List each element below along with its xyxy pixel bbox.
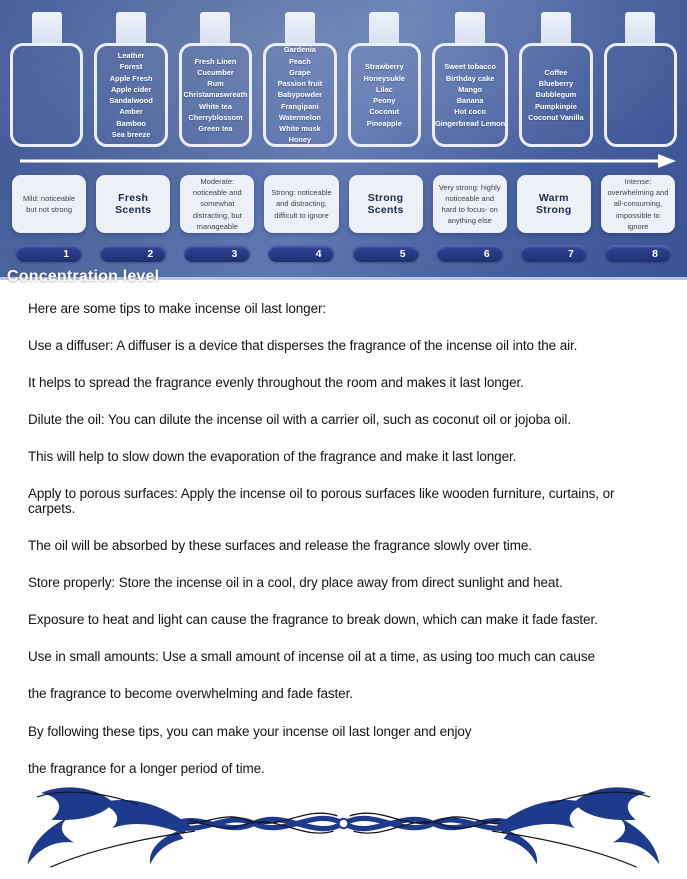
bottle-cap-icon <box>200 12 230 45</box>
scent-name: Coconut Vanilla <box>528 112 584 122</box>
concentration-level-caption: Concentration level <box>7 268 160 285</box>
scent-bottle <box>348 12 421 147</box>
level-description-card <box>601 175 675 233</box>
scent-name: Pumpkinpie <box>534 101 577 111</box>
scent-name: Hot coco <box>454 107 486 117</box>
tip-line: This will help to slow down the evaporation of the fragrance and make it last longer. <box>28 449 517 465</box>
bottle-cap-icon <box>32 12 62 45</box>
scent-name: Honey <box>288 135 312 145</box>
scent-name: Cucumber <box>197 67 234 77</box>
scent-concentration-banner <box>0 0 687 285</box>
tip-line: The oil will be absorbed by these surfaces and release the fragrance slowly over time. <box>28 538 532 554</box>
bottle-body <box>604 43 677 147</box>
level-number: 5 <box>399 247 406 260</box>
scent-name: Watermelon <box>278 112 321 122</box>
scent-name: Babypowder <box>277 90 323 100</box>
level-number: 3 <box>231 247 238 260</box>
scent-name: Leather <box>117 51 145 60</box>
level-number-slot <box>264 245 338 262</box>
level-description-card <box>12 175 86 233</box>
scent-name: Blueberry <box>538 79 574 89</box>
scent-bottle <box>432 12 508 147</box>
scent-name: Sea breeze <box>111 129 151 139</box>
tip-line: Dilute the oil: You can dilute the incense oil with a carrier oil, such as coconut oil or jojoba oil. <box>28 412 571 428</box>
right-arrow-icon <box>0 152 687 170</box>
scent-name: Fresh Linen <box>194 56 237 66</box>
level-number-pill <box>353 245 419 262</box>
scent-bottle <box>263 12 336 147</box>
scent-name: Rum <box>207 79 224 89</box>
level-number-slot <box>349 245 423 262</box>
scent-name: Apple Fresh <box>109 73 153 83</box>
bottle-cap-icon <box>369 12 399 45</box>
level-number: 4 <box>315 247 322 260</box>
level-numbers-row <box>0 245 687 262</box>
scent-name: Amber <box>119 107 143 117</box>
level-number-pill <box>184 245 250 262</box>
tip-line: It helps to spread the fragrance evenly throughout the room and makes it last longer. <box>28 375 524 391</box>
level-number: 8 <box>652 247 658 260</box>
bottle-body <box>348 43 421 147</box>
bottle-body <box>263 43 336 147</box>
tip-line: the fragrance for a longer period of time. <box>28 760 265 776</box>
scent-name: Grape <box>289 67 311 77</box>
scent-bottle <box>519 12 592 147</box>
scent-name: Coffee <box>544 67 568 77</box>
level-label: Very strong: highly noticeable and hard to focus- on anything else <box>438 182 501 226</box>
scent-name: Lilac <box>375 84 393 94</box>
scent-name: Sandalwood <box>109 96 153 105</box>
level-number-slot <box>96 245 170 262</box>
tips-section <box>0 280 687 776</box>
scent-name: Strawberry <box>364 62 404 72</box>
level-label: Fresh Scents <box>115 192 152 216</box>
level-label: Intense: overwhelming and all-consuming, impossible to ignore <box>607 176 669 231</box>
scent-name: Mango <box>458 84 482 94</box>
level-number: 1 <box>63 247 70 260</box>
scent-name: Peach <box>288 56 311 66</box>
scent-name: Peony <box>373 96 396 105</box>
bottle-body <box>179 43 252 147</box>
scent-name: Passion fruit <box>277 79 323 89</box>
level-label: Strong: noticeable and distracting, difficult to ignore <box>271 188 332 220</box>
level-number: 2 <box>147 247 154 260</box>
level-description-card <box>349 175 423 233</box>
level-description-card <box>264 175 338 233</box>
scent-bottle <box>179 12 252 147</box>
tip-line: Exposure to heat and light can cause the fragrance to break down, which can make it fade faster. <box>28 612 598 628</box>
scent-bottle <box>10 12 83 147</box>
level-number-slot <box>433 245 507 262</box>
level-description-card <box>96 175 170 233</box>
level-number-slot <box>180 245 254 262</box>
level-number: 6 <box>483 247 490 260</box>
level-label: Strong Scents <box>367 192 404 216</box>
level-label: Mild: noticeable but not strong <box>23 193 76 214</box>
bottle-body <box>519 43 592 147</box>
level-number-pill <box>16 245 82 262</box>
bottle-cap-icon <box>116 12 146 45</box>
scent-bottle <box>604 12 677 147</box>
level-number-pill <box>100 245 166 262</box>
scent-name: Apple cider <box>110 84 152 94</box>
scent-name: Birthday cake <box>445 73 495 83</box>
level-number-slot <box>601 245 675 262</box>
scent-name: Gingerbread Lemon <box>434 118 506 128</box>
tip-line: Use in small amounts: Use a small amount of incense oil at a time, as using too much can cause <box>28 649 595 665</box>
level-number-pill <box>521 245 587 262</box>
bottle-cap-icon <box>285 12 315 45</box>
scent-name: Coconut <box>369 107 400 117</box>
tip-line: Apply to porous surfaces: Apply the incense oil to porous surfaces like wooden furniture, curtains, or carpets. <box>28 486 615 516</box>
scent-name: Bubblegum <box>535 90 577 100</box>
tribal-flourish-icon <box>0 776 687 871</box>
level-number-slot <box>12 245 86 262</box>
bottles-row <box>0 0 687 147</box>
scent-name: Cherryblossom <box>188 112 243 122</box>
level-number-pill <box>605 245 671 262</box>
bottle-body <box>432 43 508 147</box>
scent-name: Banana <box>456 96 484 105</box>
scent-name: White tea <box>199 101 232 111</box>
bottle-cap-icon <box>541 12 571 45</box>
scent-name: Green tea <box>198 124 233 134</box>
tip-line: Here are some tips to make incense oil last longer: <box>28 301 327 316</box>
level-number-slot <box>517 245 591 262</box>
bottle-cap-icon <box>625 12 655 45</box>
level-description-card <box>517 175 591 233</box>
tip-line: Store properly: Store the incense oil in a cool, dry place away from direct sunlight and heat. <box>28 575 563 591</box>
scent-name: Christamaswreath <box>183 90 248 100</box>
tip-line: the fragrance to become overwhelming and fade faster. <box>28 686 353 702</box>
level-cards-row <box>0 175 687 233</box>
scent-name: Gardenia <box>283 45 316 55</box>
level-description-card <box>180 175 254 233</box>
level-number-pill <box>268 245 334 262</box>
level-description-card <box>433 175 507 233</box>
level-number: 7 <box>567 247 574 260</box>
scent-name: Bamboo <box>116 118 146 128</box>
level-number-pill <box>437 245 503 262</box>
level-label: Moderate: noticeable and somewhat distracting, but manageable <box>192 176 242 231</box>
tip-line: By following these tips, you can make your incense oil last longer and enjoy <box>28 723 472 739</box>
tip-line: Use a diffuser: A diffuser is a device that disperses the fragrance of the incense oil into the air. <box>28 338 578 354</box>
bottle-cap-icon <box>455 12 485 45</box>
scent-name: Frangipani <box>280 101 319 111</box>
scent-name: Sweet tobacco <box>444 62 496 72</box>
scent-name: White musk <box>279 124 321 134</box>
scent-name: Pineapple <box>366 118 402 128</box>
scent-bottle <box>94 12 167 147</box>
bottle-body <box>10 43 83 147</box>
scent-name: Honeysukle <box>363 73 405 83</box>
flourish-divider <box>0 776 687 871</box>
bottle-body <box>94 43 167 147</box>
level-label: Warm Strong <box>535 192 572 216</box>
scent-name: Forest <box>119 62 143 72</box>
